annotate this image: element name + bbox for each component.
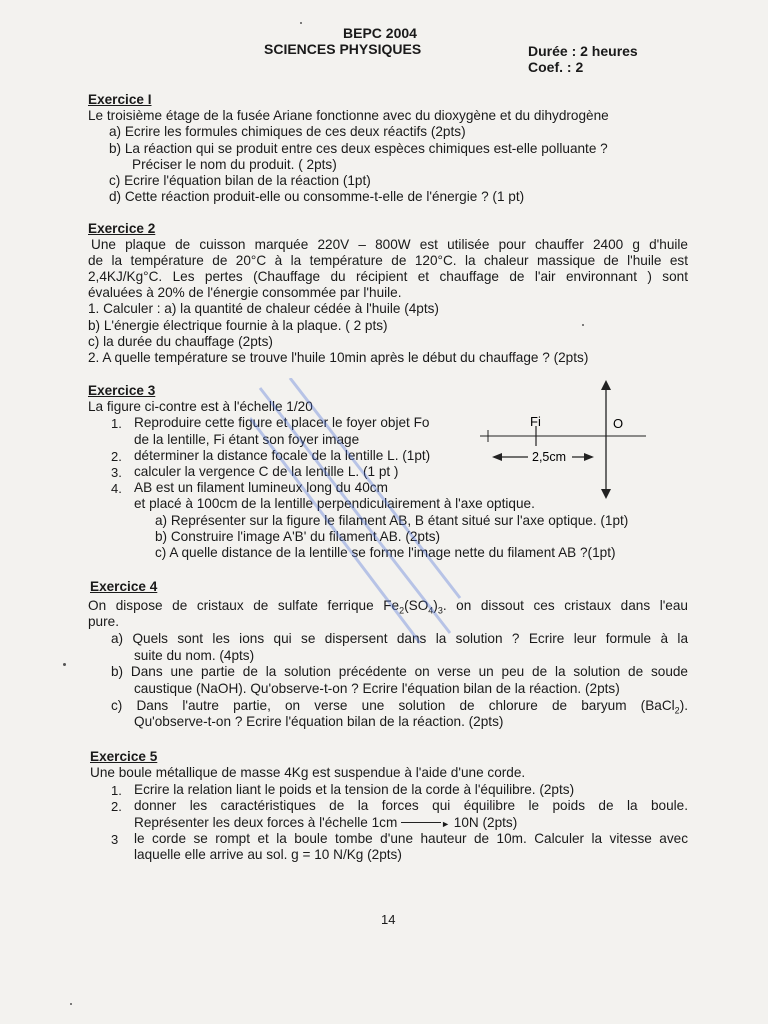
exercise-3-item-1: Reproduire cette figure et placer le foyer objet Fo xyxy=(134,415,430,430)
exercise-3-intro: La figure ci-contre est à l'échelle 1/20 xyxy=(88,399,313,414)
exercise-5-item-2-cont xyxy=(134,815,517,832)
exercise-5-item-number: 1. xyxy=(111,783,122,798)
exercise-5-item-2: donner les caractéristiques de la forces qui équilibre le poids de la boule. xyxy=(134,798,688,813)
exercise-5-item-3: le corde se rompt et la boule tombe d'une hauteur de 10m. Calculer la vitesse avec xyxy=(134,831,688,846)
exercise-2-question-1b: b) L'énergie électrique fournie à la plaque. ( 2 pts) xyxy=(88,318,388,333)
exercise-3-item-number: 3. xyxy=(111,465,122,480)
scale-arrow-head: ► xyxy=(441,819,450,829)
faded-stamp xyxy=(250,378,465,648)
exercise-4-question-b-cont: caustique (NaOH). Qu'observe-t-on ? Ecrire l'équation bilan de la réaction. (2pts) xyxy=(134,681,620,696)
exercise-3-subitem-b: b) Construire l'image A'B' du filament AB. (2pts) xyxy=(155,529,441,544)
formula-part: On dispose de cristaux de sulfate ferrique Fe xyxy=(88,598,400,613)
exercise-2-text-line-2: de la température de 20°C à la température de 120°C. la chaleur massique de l'huile est xyxy=(88,253,688,268)
exercise-3-item-3: calculer la vergence C de la lentille L. (1 pt ) xyxy=(134,464,399,479)
exercise-3-item-number: 2. xyxy=(111,449,122,464)
exercise-3-subitem-c: c) A quelle distance de la lentille se forme l'image nette du filament AB ?(1pt) xyxy=(155,545,616,560)
intro-text: . on dissout ces cristaux dans l'eau xyxy=(442,598,688,613)
exercise-1-question-b-cont: Préciser le nom du produit. ( 2pts) xyxy=(132,157,337,172)
exercise-3-item-1-cont: de la lentille, Fi étant son foyer image xyxy=(134,432,360,447)
exercise-3-subitem-a: a) Représenter sur la figure le filament AB, B étant situé sur l'axe optique. (1pt) xyxy=(155,513,629,528)
exercise-2-question-1a: 1. Calculer : a) la quantité de chaleur cédée à l'huile (4pts) xyxy=(88,301,439,316)
exercise-2-question-2: 2. A quelle température se trouve l'huile 10min après le début du chauffage ? (2pts) xyxy=(88,350,589,365)
exercise-2-text-line-3: 2,4KJ/Kg°C. Les pertes (Chauffage du récipient et chauffage de l'air environnant ) sont xyxy=(88,269,688,284)
exercise-3-title: Exercice 3 xyxy=(88,383,156,398)
formula-subscript: 2 xyxy=(674,705,680,716)
exercise-4-question-c-cont: Qu'observe-t-on ? Ecrire l'équation bilan de la réaction. (2pts) xyxy=(134,714,504,729)
formula-subscript: 3 xyxy=(437,605,443,616)
exam-coef: Coef. : 2 xyxy=(528,59,584,75)
lens-arrow-bottom xyxy=(601,489,611,499)
exercise-5-item-number: 3 xyxy=(111,832,119,847)
lens-arrow-top xyxy=(601,380,611,390)
exercise-1-question-a: a) Ecrire les formules chimiques de ces deux réactifs (2pts) xyxy=(109,124,466,139)
optical-center-label: O xyxy=(613,416,624,431)
exercise-1-question-c: c) Ecrire l'équation bilan de la réaction (1pt) xyxy=(109,173,371,188)
formula-subscript: 4 xyxy=(428,605,434,616)
scan-speck xyxy=(70,1003,72,1005)
exam-subject: SCIENCES PHYSIQUES xyxy=(264,41,422,57)
exercise-4-question-a: a) Quels sont les ions qui se dispersent dans la solution ? Ecrire leur formule à la xyxy=(111,631,688,646)
scan-speck xyxy=(63,663,66,666)
page-number: 14 xyxy=(381,912,396,927)
exercise-1-intro: Le troisième étage de la fusée Ariane fonctionne avec du dioxygène et du dihydrogène xyxy=(88,108,609,123)
exercise-3-item-2: déterminer la distance focale de la lentille L. (1pt) xyxy=(134,448,431,463)
exercise-3-item-number: 1. xyxy=(111,416,122,431)
exercise-4-question-b: b) Dans une partie de la solution précédente on verse un peu de la solution de soude xyxy=(111,664,688,679)
distance-arrow-left xyxy=(492,453,502,461)
exercise-5-title: Exercice 5 xyxy=(90,749,158,764)
exercise-2-title: Exercice 2 xyxy=(88,221,156,236)
exercise-5-item-1: Ecrire la relation liant le poids et la tension de la corde à l'équilibre. (2pts) xyxy=(134,782,575,797)
exercise-3-item-4: AB est un filament lumineux long du 40cm xyxy=(134,480,388,495)
scale-text: Représenter les deux forces à l'échelle 1cm xyxy=(134,815,398,830)
exam-title: BEPC 2004 xyxy=(343,25,417,41)
lens-diagram xyxy=(478,378,648,502)
exercise-2-text-line-1: Une plaque de cuisson marquée 220V – 800W est utilisée pour chauffer 2400 g d'huile xyxy=(91,237,688,252)
question-text: c) Dans l'autre partie, on verse une solution de chlorure de baryum (BaCl xyxy=(111,698,675,713)
exercise-4-question-a-cont: suite du nom. (4pts) xyxy=(134,648,255,663)
exercise-5-intro: Une boule métallique de masse 4Kg est suspendue à l'aide d'une corde. xyxy=(90,765,526,780)
formula-part: ) xyxy=(433,598,438,613)
scale-arrow xyxy=(401,822,441,823)
exercise-3-item-4-cont: et placé à 100cm de la lentille perpendiculairement à l'axe optique. xyxy=(134,496,535,511)
formula-subscript: 2 xyxy=(399,605,405,616)
scan-speck xyxy=(300,22,302,24)
distance-arrow-right xyxy=(584,453,594,461)
exercise-2-question-1c: c) la durée du chauffage (2pts) xyxy=(88,334,273,349)
formula-part: (SO xyxy=(404,598,429,613)
distance-label: 2,5cm xyxy=(532,450,567,464)
exercise-1-question-d: d) Cette réaction produit-elle ou consomme-t-elle de l'énergie ? (1 pt) xyxy=(109,189,525,204)
focus-image-label: Fi xyxy=(530,414,541,429)
exam-duration: Durée : 2 heures xyxy=(528,43,638,59)
exercise-5-item-number: 2. xyxy=(111,799,122,814)
scan-speck xyxy=(582,324,584,326)
exercise-4-intro-line-2: pure. xyxy=(88,614,119,629)
exercise-4-title: Exercice 4 xyxy=(90,579,158,594)
exercise-2-text-line-4: évaluées à 20% de l'énergie consommée par l'huile. xyxy=(88,285,402,300)
exercise-1-question-b: b) La réaction qui se produit entre ces deux espèces chimiques est-elle polluante ? xyxy=(109,141,608,156)
scale-value: 10N (2pts) xyxy=(453,815,518,830)
exercise-1-title: Exercice I xyxy=(88,92,152,107)
exercise-3-item-number: 4. xyxy=(111,481,122,496)
question-text-end: ). xyxy=(679,698,688,713)
exercise-5-item-3-cont: laquelle elle arrive au sol. g = 10 N/Kg (2pts) xyxy=(134,847,402,862)
